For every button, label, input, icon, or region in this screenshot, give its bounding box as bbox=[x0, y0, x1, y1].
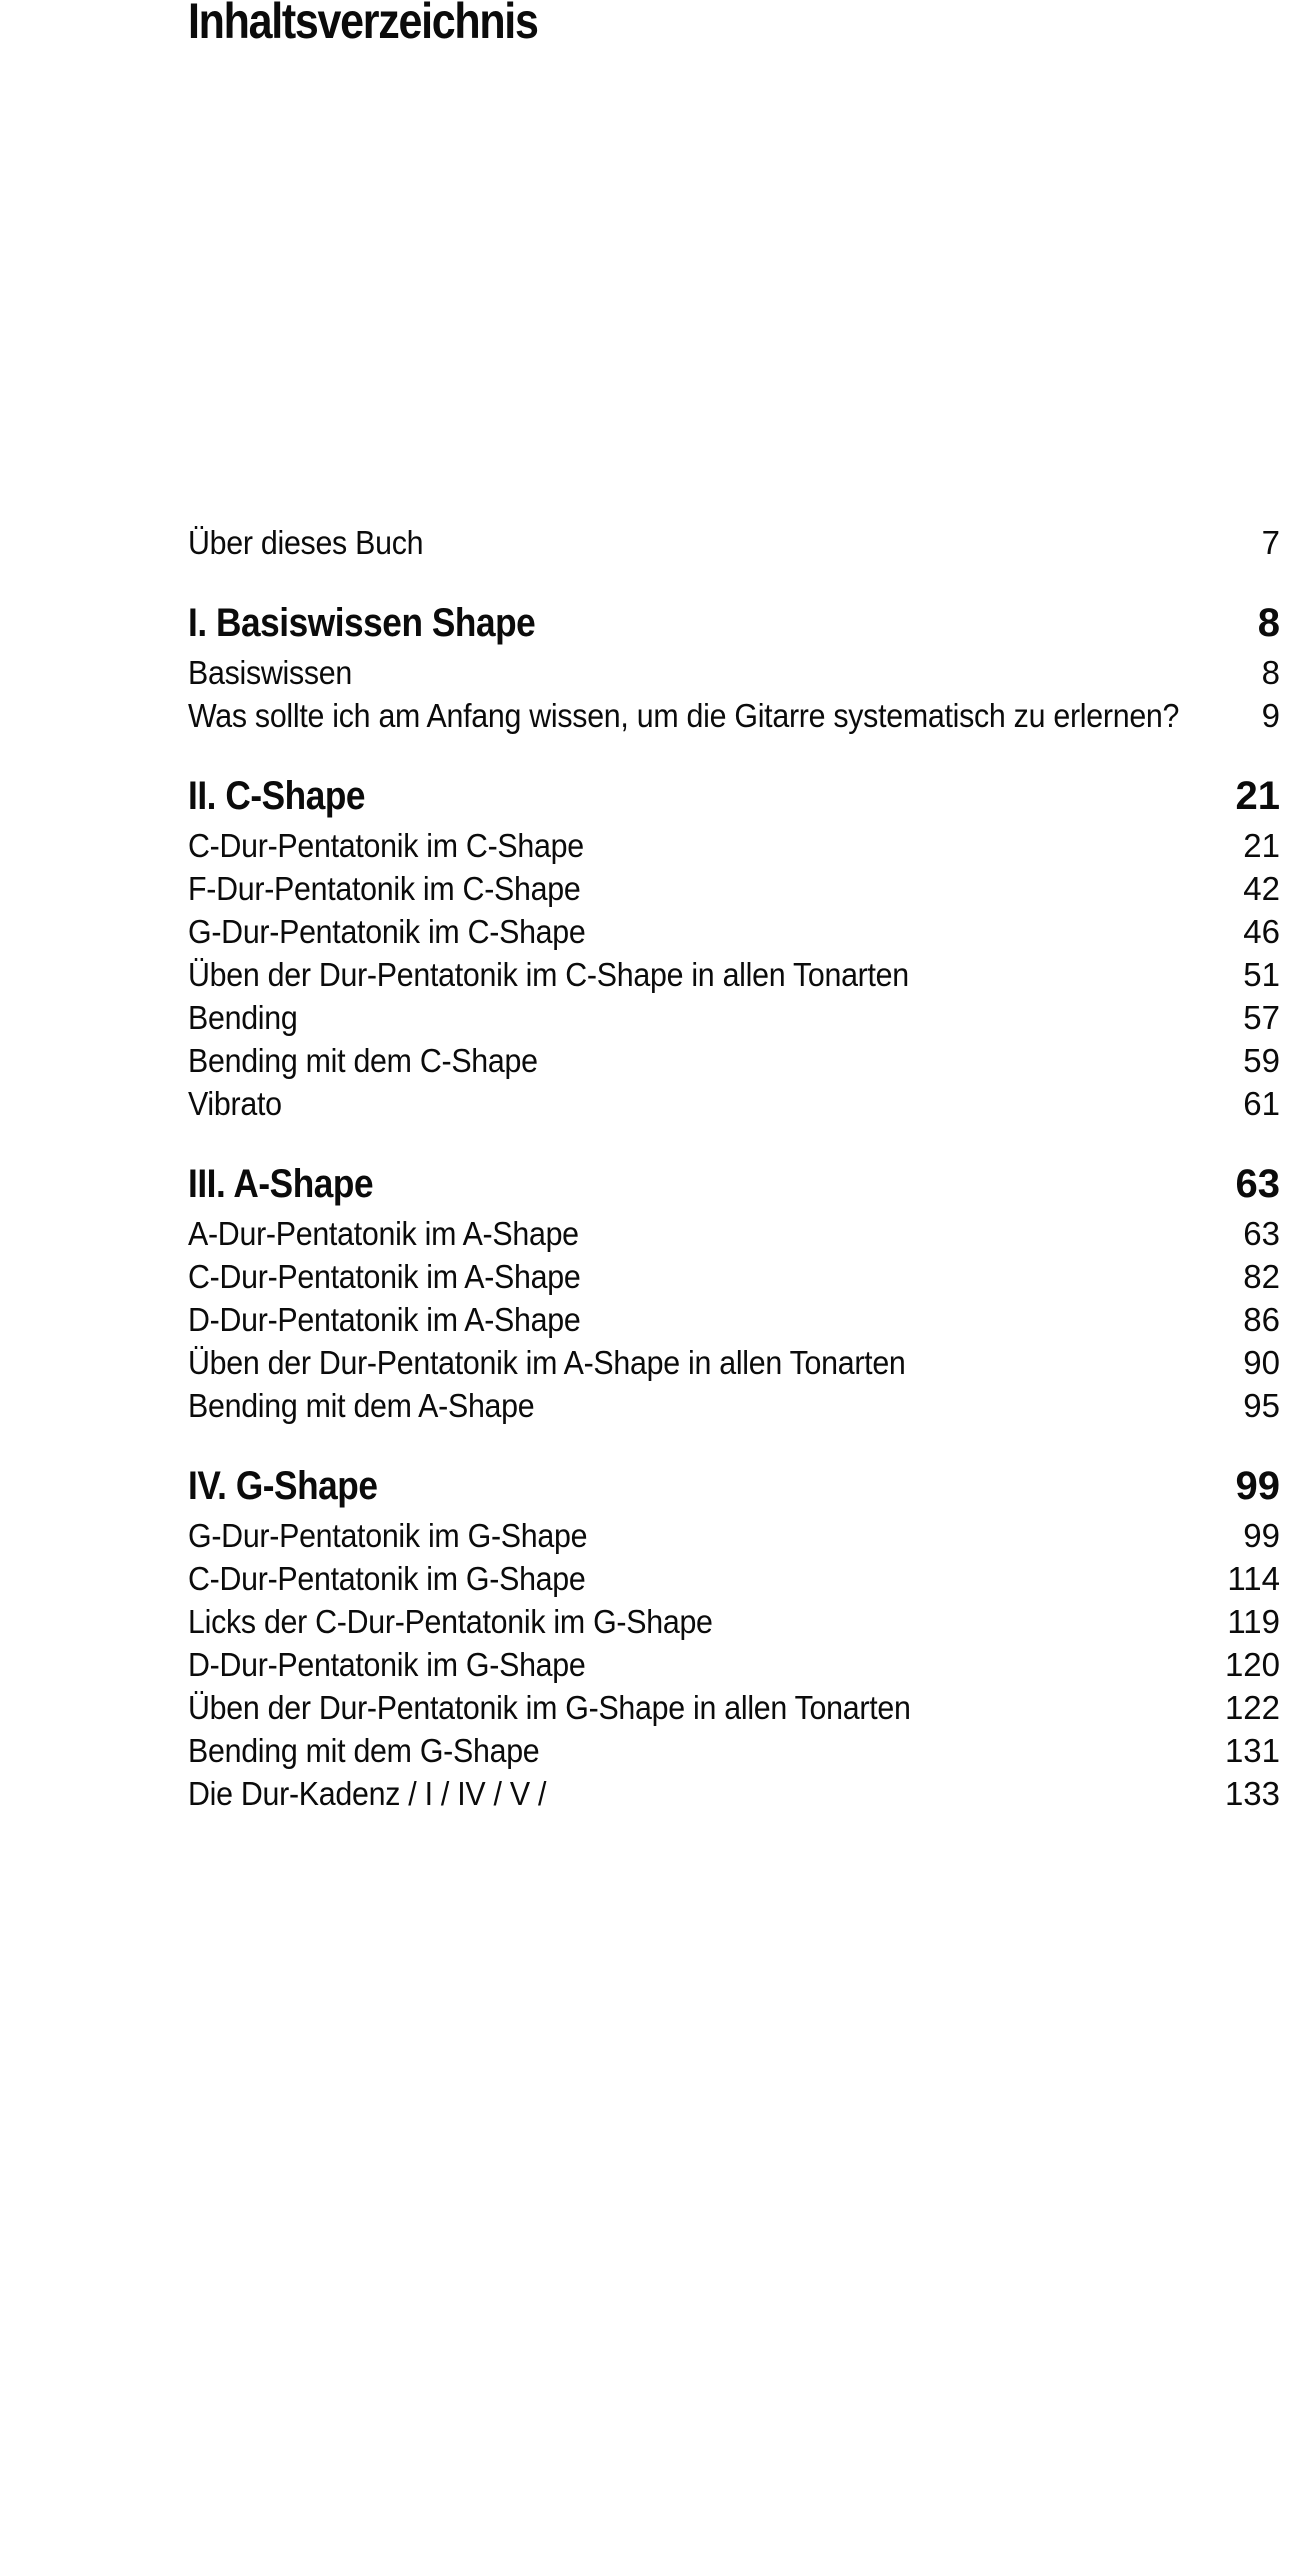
toc-entry-label: Bending mit dem C-Shape bbox=[188, 1042, 538, 1079]
toc-entry-label: Üben der Dur-Pentatonik im A-Shape in allen Tonarten bbox=[188, 1344, 906, 1381]
toc-entry-label: Licks der C-Dur-Pentatonik im G-Shape bbox=[188, 1603, 713, 1640]
toc-entry-row bbox=[188, 1729, 1280, 1772]
toc-entry-page-number: 82 bbox=[1243, 1258, 1280, 1295]
toc-entry-page-number: 86 bbox=[1243, 1301, 1280, 1338]
toc-section-page-number: 63 bbox=[1235, 1162, 1280, 1206]
toc-entry-label: Bending mit dem A-Shape bbox=[188, 1387, 535, 1424]
toc-entry-page-number: 95 bbox=[1243, 1387, 1280, 1424]
toc-entry-row bbox=[188, 1082, 1280, 1125]
toc-entry-page-number: 42 bbox=[1243, 870, 1280, 907]
toc-section-row bbox=[188, 1463, 1280, 1509]
toc-entry-label: G-Dur-Pentatonik im C-Shape bbox=[188, 913, 586, 950]
toc-section-row bbox=[188, 600, 1280, 646]
toc-entry-page-number: 57 bbox=[1243, 999, 1280, 1036]
toc-entry-label: Üben der Dur-Pentatonik im G-Shape in allen Tonarten bbox=[188, 1689, 911, 1726]
toc-entry-page-number: 46 bbox=[1243, 913, 1280, 950]
toc-section-title: IV. G-Shape bbox=[188, 1464, 378, 1508]
toc-entry-label: C-Dur-Pentatonik im G-Shape bbox=[188, 1560, 586, 1597]
toc-entry-page-number: 8 bbox=[1261, 654, 1280, 691]
toc-entry-row bbox=[188, 996, 1280, 1039]
toc-entry-label: D-Dur-Pentatonik im G-Shape bbox=[188, 1646, 586, 1683]
toc-entry-label: A-Dur-Pentatonik im A-Shape bbox=[188, 1215, 579, 1252]
toc-entry-row bbox=[188, 1341, 1280, 1384]
toc-list bbox=[188, 521, 1280, 1815]
toc-section-title: II. C-Shape bbox=[188, 774, 366, 818]
toc-section-page-number: 21 bbox=[1235, 774, 1280, 818]
toc-entry-label: F-Dur-Pentatonik im C-Shape bbox=[188, 870, 581, 907]
toc-entry-page-number: 131 bbox=[1224, 1732, 1280, 1769]
toc-section-row bbox=[188, 1161, 1280, 1207]
toc-entry-label: Vibrato bbox=[188, 1085, 282, 1122]
toc-entry-page-number: 99 bbox=[1243, 1517, 1280, 1554]
toc-entry-row bbox=[188, 1255, 1280, 1298]
toc-entry-row bbox=[188, 1600, 1280, 1643]
toc-entry-page-number: 61 bbox=[1243, 1085, 1280, 1122]
toc-entry-label: Üben der Dur-Pentatonik im C-Shape in allen Tonarten bbox=[188, 956, 909, 993]
toc-entry-label: G-Dur-Pentatonik im G-Shape bbox=[188, 1517, 588, 1554]
toc-entry-label: D-Dur-Pentatonik im A-Shape bbox=[188, 1301, 581, 1338]
toc-entry-label: Über dieses Buch bbox=[188, 524, 424, 561]
toc-section-page-number: 99 bbox=[1235, 1464, 1280, 1508]
toc-entry-page-number: 59 bbox=[1243, 1042, 1280, 1079]
toc-entry-row bbox=[188, 910, 1280, 953]
toc-section-row bbox=[188, 773, 1280, 819]
toc-entry-row bbox=[188, 1514, 1280, 1557]
toc-entry-row bbox=[188, 1298, 1280, 1341]
page-title: Inhaltsverzeichnis bbox=[188, 0, 538, 49]
toc-entry-row bbox=[188, 1686, 1280, 1729]
toc-entry-page-number: 21 bbox=[1243, 827, 1280, 864]
toc-entry-row bbox=[188, 1772, 1280, 1815]
toc-entry-row bbox=[188, 1039, 1280, 1082]
toc-entry-label: C-Dur-Pentatonik im C-Shape bbox=[188, 827, 584, 864]
toc-entry-page-number: 133 bbox=[1224, 1775, 1280, 1812]
toc-entry-row bbox=[188, 953, 1280, 996]
toc-entry-page-number: 51 bbox=[1243, 956, 1280, 993]
toc-entry-row bbox=[188, 824, 1280, 867]
toc-entry-page-number: 120 bbox=[1224, 1646, 1280, 1683]
toc-entry-page-number: 114 bbox=[1227, 1560, 1280, 1597]
toc-section-title: I. Basiswissen Shape bbox=[188, 601, 536, 645]
toc-entry-label: Bending bbox=[188, 999, 298, 1036]
toc-entry-page-number: 7 bbox=[1261, 524, 1280, 561]
toc-section-page-number: 8 bbox=[1257, 601, 1280, 645]
toc-entry-row bbox=[188, 694, 1280, 737]
toc-entry-row bbox=[188, 1557, 1280, 1600]
toc-entry-page-number: 122 bbox=[1224, 1689, 1280, 1726]
toc-entry-row bbox=[188, 1643, 1280, 1686]
toc-entry-label: Was sollte ich am Anfang wissen, um die Gitarre systematisch zu erlernen? bbox=[188, 697, 1180, 734]
toc-entry-page-number: 90 bbox=[1243, 1344, 1280, 1381]
toc-entry-label: Basiswissen bbox=[188, 654, 353, 691]
toc-entry-page-number: 9 bbox=[1261, 697, 1280, 734]
toc-section-title: III. A-Shape bbox=[188, 1162, 374, 1206]
toc-entry-label: Die Dur-Kadenz / I / IV / V / bbox=[188, 1775, 547, 1812]
toc-entry-row bbox=[188, 1384, 1280, 1427]
toc-entry-page-number: 119 bbox=[1227, 1603, 1280, 1640]
toc-entry-row bbox=[188, 521, 1280, 564]
toc-entry-label: Bending mit dem G-Shape bbox=[188, 1732, 540, 1769]
toc-entry-label: C-Dur-Pentatonik im A-Shape bbox=[188, 1258, 581, 1295]
toc-entry-row bbox=[188, 867, 1280, 910]
toc-entry-row bbox=[188, 1212, 1280, 1255]
toc-entry-row bbox=[188, 651, 1280, 694]
toc-entry-page-number: 63 bbox=[1243, 1215, 1280, 1252]
